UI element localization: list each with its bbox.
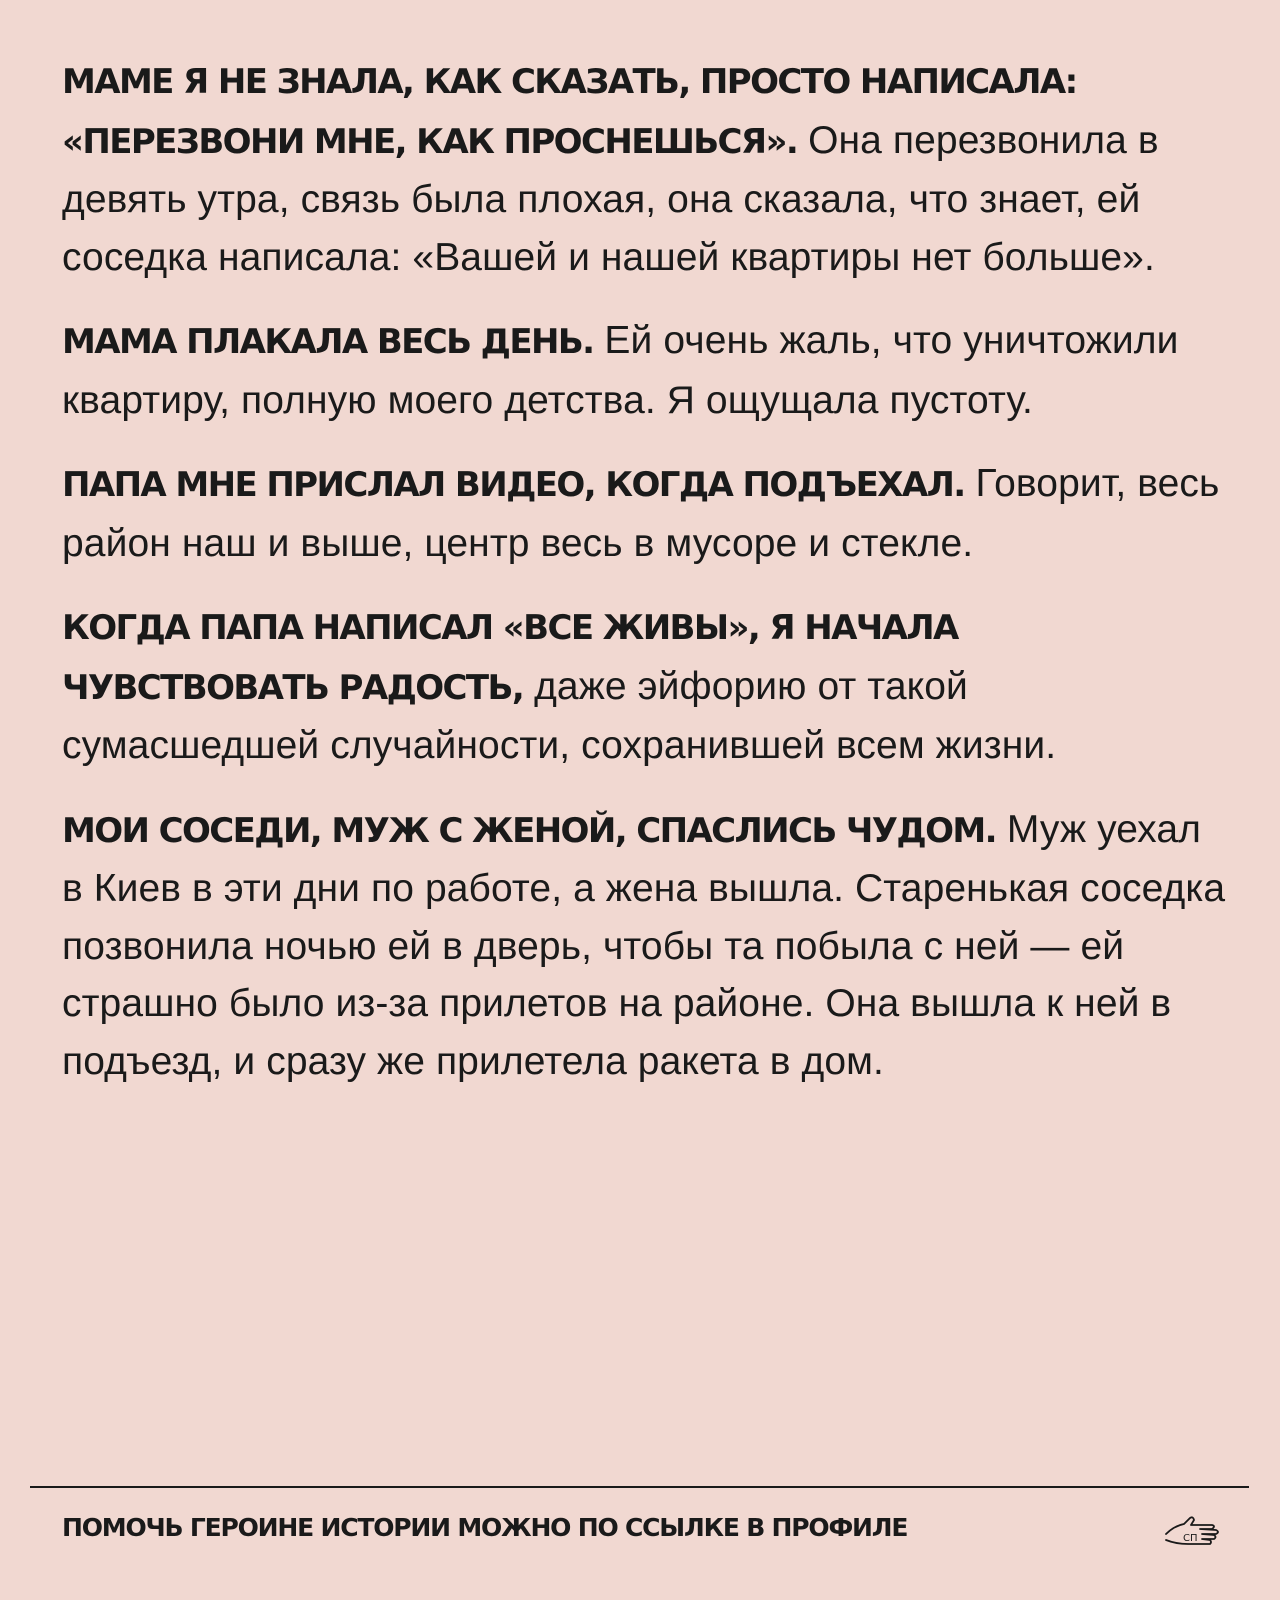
hand-logo-icon — [1160, 1512, 1226, 1552]
paragraph-2 — [62, 312, 1232, 429]
paragraph-2-lead: МАМА ПЛАКАЛА ВЕСЬ ДЕНЬ. — [62, 322, 594, 362]
paragraph-3-lead: ПАПА МНЕ ПРИСЛАЛ ВИДЕО, КОГДА ПОДЪЕХАЛ. — [62, 465, 965, 505]
paragraph-3 — [62, 455, 1232, 572]
footer-divider — [30, 1486, 1249, 1488]
paragraph-4-lead: КОГДА ПАПА НАПИСАЛ «ВСЕ ЖИВЫ», Я НАЧАЛА ЧУВСТВОВАТЬ РАДОСТЬ, — [62, 608, 958, 708]
paragraph-5 — [62, 801, 1232, 1091]
paragraph-4-text: даже эйфорию от такой сумасшедшей случайности, сохранившей всем жизни. — [62, 664, 1057, 767]
footer-cta[interactable]: ПОМОЧЬ ГЕРОИНЕ ИСТОРИИ МОЖНО ПО ССЫЛКЕ В ПРОФИЛЕ — [62, 1513, 908, 1542]
paragraph-3-text: Говорит, весь район наш и выше, центр весь в мусоре и стекле. — [62, 462, 1220, 565]
logo-letters: СП — [1183, 1533, 1198, 1544]
paragraph-5-lead: МОИ СОСЕДИ, МУЖ С ЖЕНОЙ, СПАСЛИСЬ ЧУДОМ. — [62, 810, 996, 851]
paragraph-1-lead: МАМЕ Я НЕ ЗНАЛА, КАК СКАЗАТЬ, ПРОСТО НАПИСАЛА: «ПЕРЕЗВОНИ МНЕ, КАК ПРОСНЕШЬСЯ». — [62, 62, 1077, 162]
paragraph-1-text: Она перезвонила в девять утра, связь была плохая, она сказала, что знает, ей соседка написала: «Вашей и нашей квартиры нет больше». — [62, 118, 1159, 279]
paragraph-2-text: Ей очень жаль, что уничтожили квартиру, полную моего детства. Я ощущала пустоту. — [62, 319, 1179, 422]
paragraph-5-text: Муж уехал в Киев в эти дни по работе, а жена вышла. Старенькая соседка позвонила ночью ей в дверь, чтобы та побыла с ней — ей страшно было из-за прилетов на районе. Она вышла к ней в подъезд, и сразу же прилетела ракета в дом. — [62, 807, 1226, 1083]
paragraph-1 — [62, 52, 1232, 286]
article-body — [62, 52, 1232, 1116]
paragraph-4 — [62, 598, 1232, 775]
